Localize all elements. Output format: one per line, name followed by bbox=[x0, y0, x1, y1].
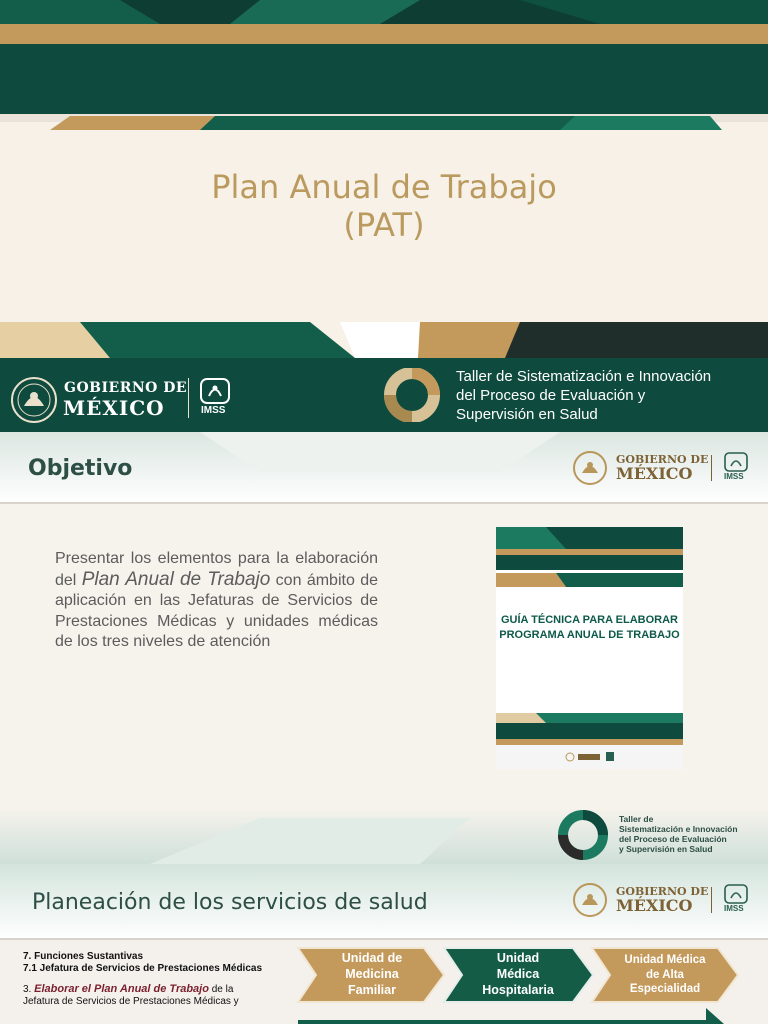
workshop-ring-icon bbox=[556, 808, 610, 862]
workshop-mini-title bbox=[619, 814, 738, 854]
chevron-hospital-line3: Hospitalaria bbox=[482, 983, 554, 997]
functions-text bbox=[23, 951, 267, 1008]
workshop-mini-line2: Sistematización e Innovación bbox=[619, 824, 738, 834]
workshop-mini-line3: del Proceso de Evaluación bbox=[619, 834, 727, 844]
chevron-hospital-line2: Médica bbox=[496, 967, 540, 981]
chevron-hospital bbox=[463, 950, 573, 998]
workshop-mini-line4: y Supervisión en Salud bbox=[619, 844, 713, 854]
slide-1-top-ornament bbox=[0, 0, 768, 140]
workshop-ring-icon bbox=[382, 368, 442, 422]
objective-text bbox=[55, 549, 378, 653]
chevron-umae-line3: Especialidad bbox=[629, 983, 701, 995]
functions-item bbox=[23, 983, 267, 1008]
logo-divider bbox=[188, 378, 189, 418]
mexico-seal-icon bbox=[10, 376, 58, 424]
objective-text-italic: Plan Anual de Trabajo bbox=[81, 568, 271, 590]
mexico-seal-icon bbox=[572, 882, 608, 918]
functions-subtitle: 7.1 Jefatura de Servicios de Prestaciones Médicas bbox=[23, 963, 263, 974]
workshop-title-line3: Supervisión en Salud bbox=[456, 406, 598, 423]
functions-item-number: 3. bbox=[23, 984, 32, 995]
chevron-hospital-line1: Unidad bbox=[496, 951, 540, 965]
functions-item-emphasis: Elaborar el Plan Anual de Trabajo bbox=[34, 983, 209, 995]
gob-mexico-line2: MÉXICO bbox=[616, 896, 693, 915]
imss-logo-icon bbox=[724, 452, 748, 472]
objective-text-part1: Presentar los elementos para la elaboración del bbox=[55, 550, 378, 589]
slide-2-heading: Objetivo bbox=[28, 456, 133, 481]
workshop-title-line1: Taller de Sistematización e Innovación bbox=[456, 368, 712, 385]
objective-text-part2: con ámbito de aplicación en las Jefaturas de Servicios de Prestaciones Médicas y unidades médicas de los tres niveles de atención bbox=[55, 571, 378, 650]
chevron-umae-line1: Unidad Médica bbox=[624, 954, 706, 966]
process-arrow bbox=[296, 1008, 726, 1024]
imss-label: IMSS bbox=[724, 904, 744, 913]
functions-title: 7. Funciones Sustantivas bbox=[23, 951, 144, 962]
logo-divider bbox=[711, 887, 712, 913]
mexico-seal-icon bbox=[572, 450, 608, 486]
gob-mexico-line1: GOBIERNO DE bbox=[64, 380, 188, 396]
slide-1-bottom-ornament bbox=[0, 322, 768, 358]
gob-mexico-line1: GOBIERNO DE bbox=[616, 885, 709, 898]
imss-label: IMSS bbox=[201, 405, 226, 416]
gob-mexico-line2: MÉXICO bbox=[616, 464, 693, 483]
chevron-umf-line1: Unidad de bbox=[341, 951, 403, 965]
imss-label: IMSS bbox=[724, 472, 744, 481]
slide-1-title-line2: (PAT) bbox=[343, 206, 425, 244]
gob-mexico-line1: GOBIERNO DE bbox=[616, 453, 709, 466]
chevron-umf bbox=[318, 950, 426, 998]
guide-document-thumbnail bbox=[496, 527, 683, 769]
imss-logo-icon bbox=[724, 884, 748, 904]
functions-item-rest: de la Jefatura de Servicios de Prestaciones Médicas y bbox=[23, 984, 239, 1007]
gob-mexico-line2: MÉXICO bbox=[63, 396, 165, 420]
chevron-umae bbox=[610, 953, 720, 997]
workshop-mini-line1: Taller de bbox=[619, 814, 654, 824]
workshop-title-line2: del Proceso de Evaluación y bbox=[456, 387, 646, 404]
chevron-umf-line3: Familiar bbox=[348, 983, 396, 997]
imss-logo-icon bbox=[200, 378, 230, 404]
chevron-umae-line2: de Alta bbox=[646, 968, 684, 981]
workshop-title bbox=[456, 367, 766, 424]
slide-3-heading: Planeación de los servicios de salud bbox=[32, 890, 428, 915]
logo-divider bbox=[711, 455, 712, 481]
slide-1-title bbox=[0, 168, 768, 244]
chevron-umf-line2: Medicina bbox=[345, 967, 399, 981]
slide-1-title-line1: Plan Anual de Trabajo bbox=[211, 168, 557, 206]
guide-title: GUÍA TÉCNICA PARA ELABORAR PROGRAMA ANUAL DE TRABAJO bbox=[499, 614, 680, 641]
